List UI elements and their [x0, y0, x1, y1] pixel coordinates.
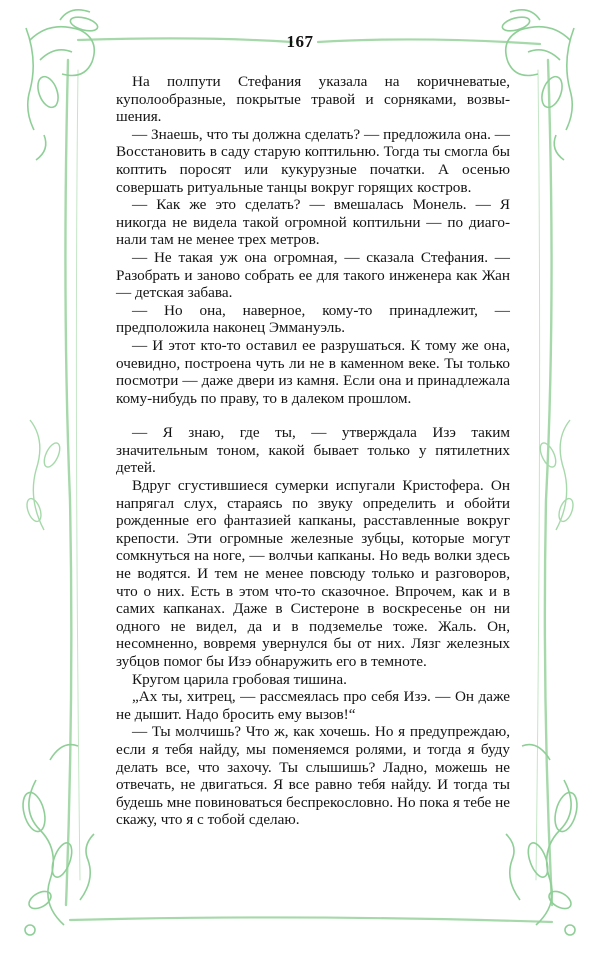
- right-vine-ornament: [537, 420, 576, 530]
- left-vine-ornament: [24, 420, 63, 530]
- frame-right-line: [545, 60, 552, 905]
- paragraph: Вдруг сгустившиеся сумерки испугали Кристофера. Он напрягал слух, стараясь по звуку определить и обойти рожденные его фантазией капканы, расставленные вокруг крепости. Эти огромные железные зубцы, которые могут сомкнуться на ноге, — волчьи капканы. Но ведь волки здесь не водятся. И тем не менее повсюду только и разговоров, что о них. Есть в этом что-то сказочное. Впрочем, как и в самих капканах. Даже в Систероне в воскресенье он ни одного не видел, да и в подземелье тоже. Жаль. Он, несомненно, вовремя увернулся бы от них. Лязг железных зубцов помог бы Изэ обнаружить его в темноте.: [116, 477, 510, 670]
- bottom-right-ornament: [506, 745, 581, 935]
- body-text: [116, 73, 510, 829]
- page-number: 167: [286, 32, 314, 51]
- paragraph: — Я знаю, где ты, — утверждала Изэ таким значительным тоном, какой бывает только у пятилетних детей.: [116, 424, 510, 477]
- paragraph: — Как же это сделать? — вмешалась Монель. — Я никогда не видела такой огромной коптильни — по диагонали там не менее трех метров.: [116, 196, 510, 249]
- paragraph: — Но она, наверное, кому-то принадлежит, — предположила наконец Эммануэль.: [116, 301, 510, 337]
- frame-bottom-line: [70, 917, 552, 922]
- paragraph: — Знаешь, что ты должна сделать? — предложила она. — Восстановить в саду старую коптильню. Тогда ты смогла бы коптить поросят или кукурузные початки. А осенью совершать ритуальные танцы вокруг горящих костров.: [116, 125, 510, 196]
- paragraph: „Ах ты, хитрец, — рассмеялась про себя Изэ. — Он даже не дышит. Надо бросить ему вызов!“: [116, 688, 510, 723]
- paragraph: Кругом царила гробовая тишина.: [132, 670, 347, 688]
- paragraph: — Ты молчишь? Что ж, как хочешь. Но я предупреждаю, если я тебя найду, мы поменяемся ролями, и тогда я буду делать все, что захочу. Ты слышишь? Ладно, можешь не отвечать, не двигаться. Я все равно тебя найду. И тогда ты будешь мне повиноваться беспрекословно. Но пока я тебе не скажу, что я с тобой сделаю.: [116, 723, 510, 829]
- paragraph: — И этот кто-то оставил ее разрушаться. К тому же она, очевидно, построена чуть ли не в каменном веке. Ты только посмотри — даже двери из камня. Если она и принадлежала кому-нибудь по праву, то в далеком прошлом.: [116, 336, 510, 407]
- bottom-left-ornament: [19, 745, 94, 935]
- paragraph: На полпути Стефания указала на коричневатые, куполообразные, покрытые травой и сорняками, возвышения.: [116, 73, 510, 126]
- frame-left-line: [65, 60, 71, 905]
- paragraph: — Не такая уж она огромная, — сказала Стефания. — Разобрать и заново собрать ее для такого инженера как Жан — детская забава.: [116, 248, 510, 302]
